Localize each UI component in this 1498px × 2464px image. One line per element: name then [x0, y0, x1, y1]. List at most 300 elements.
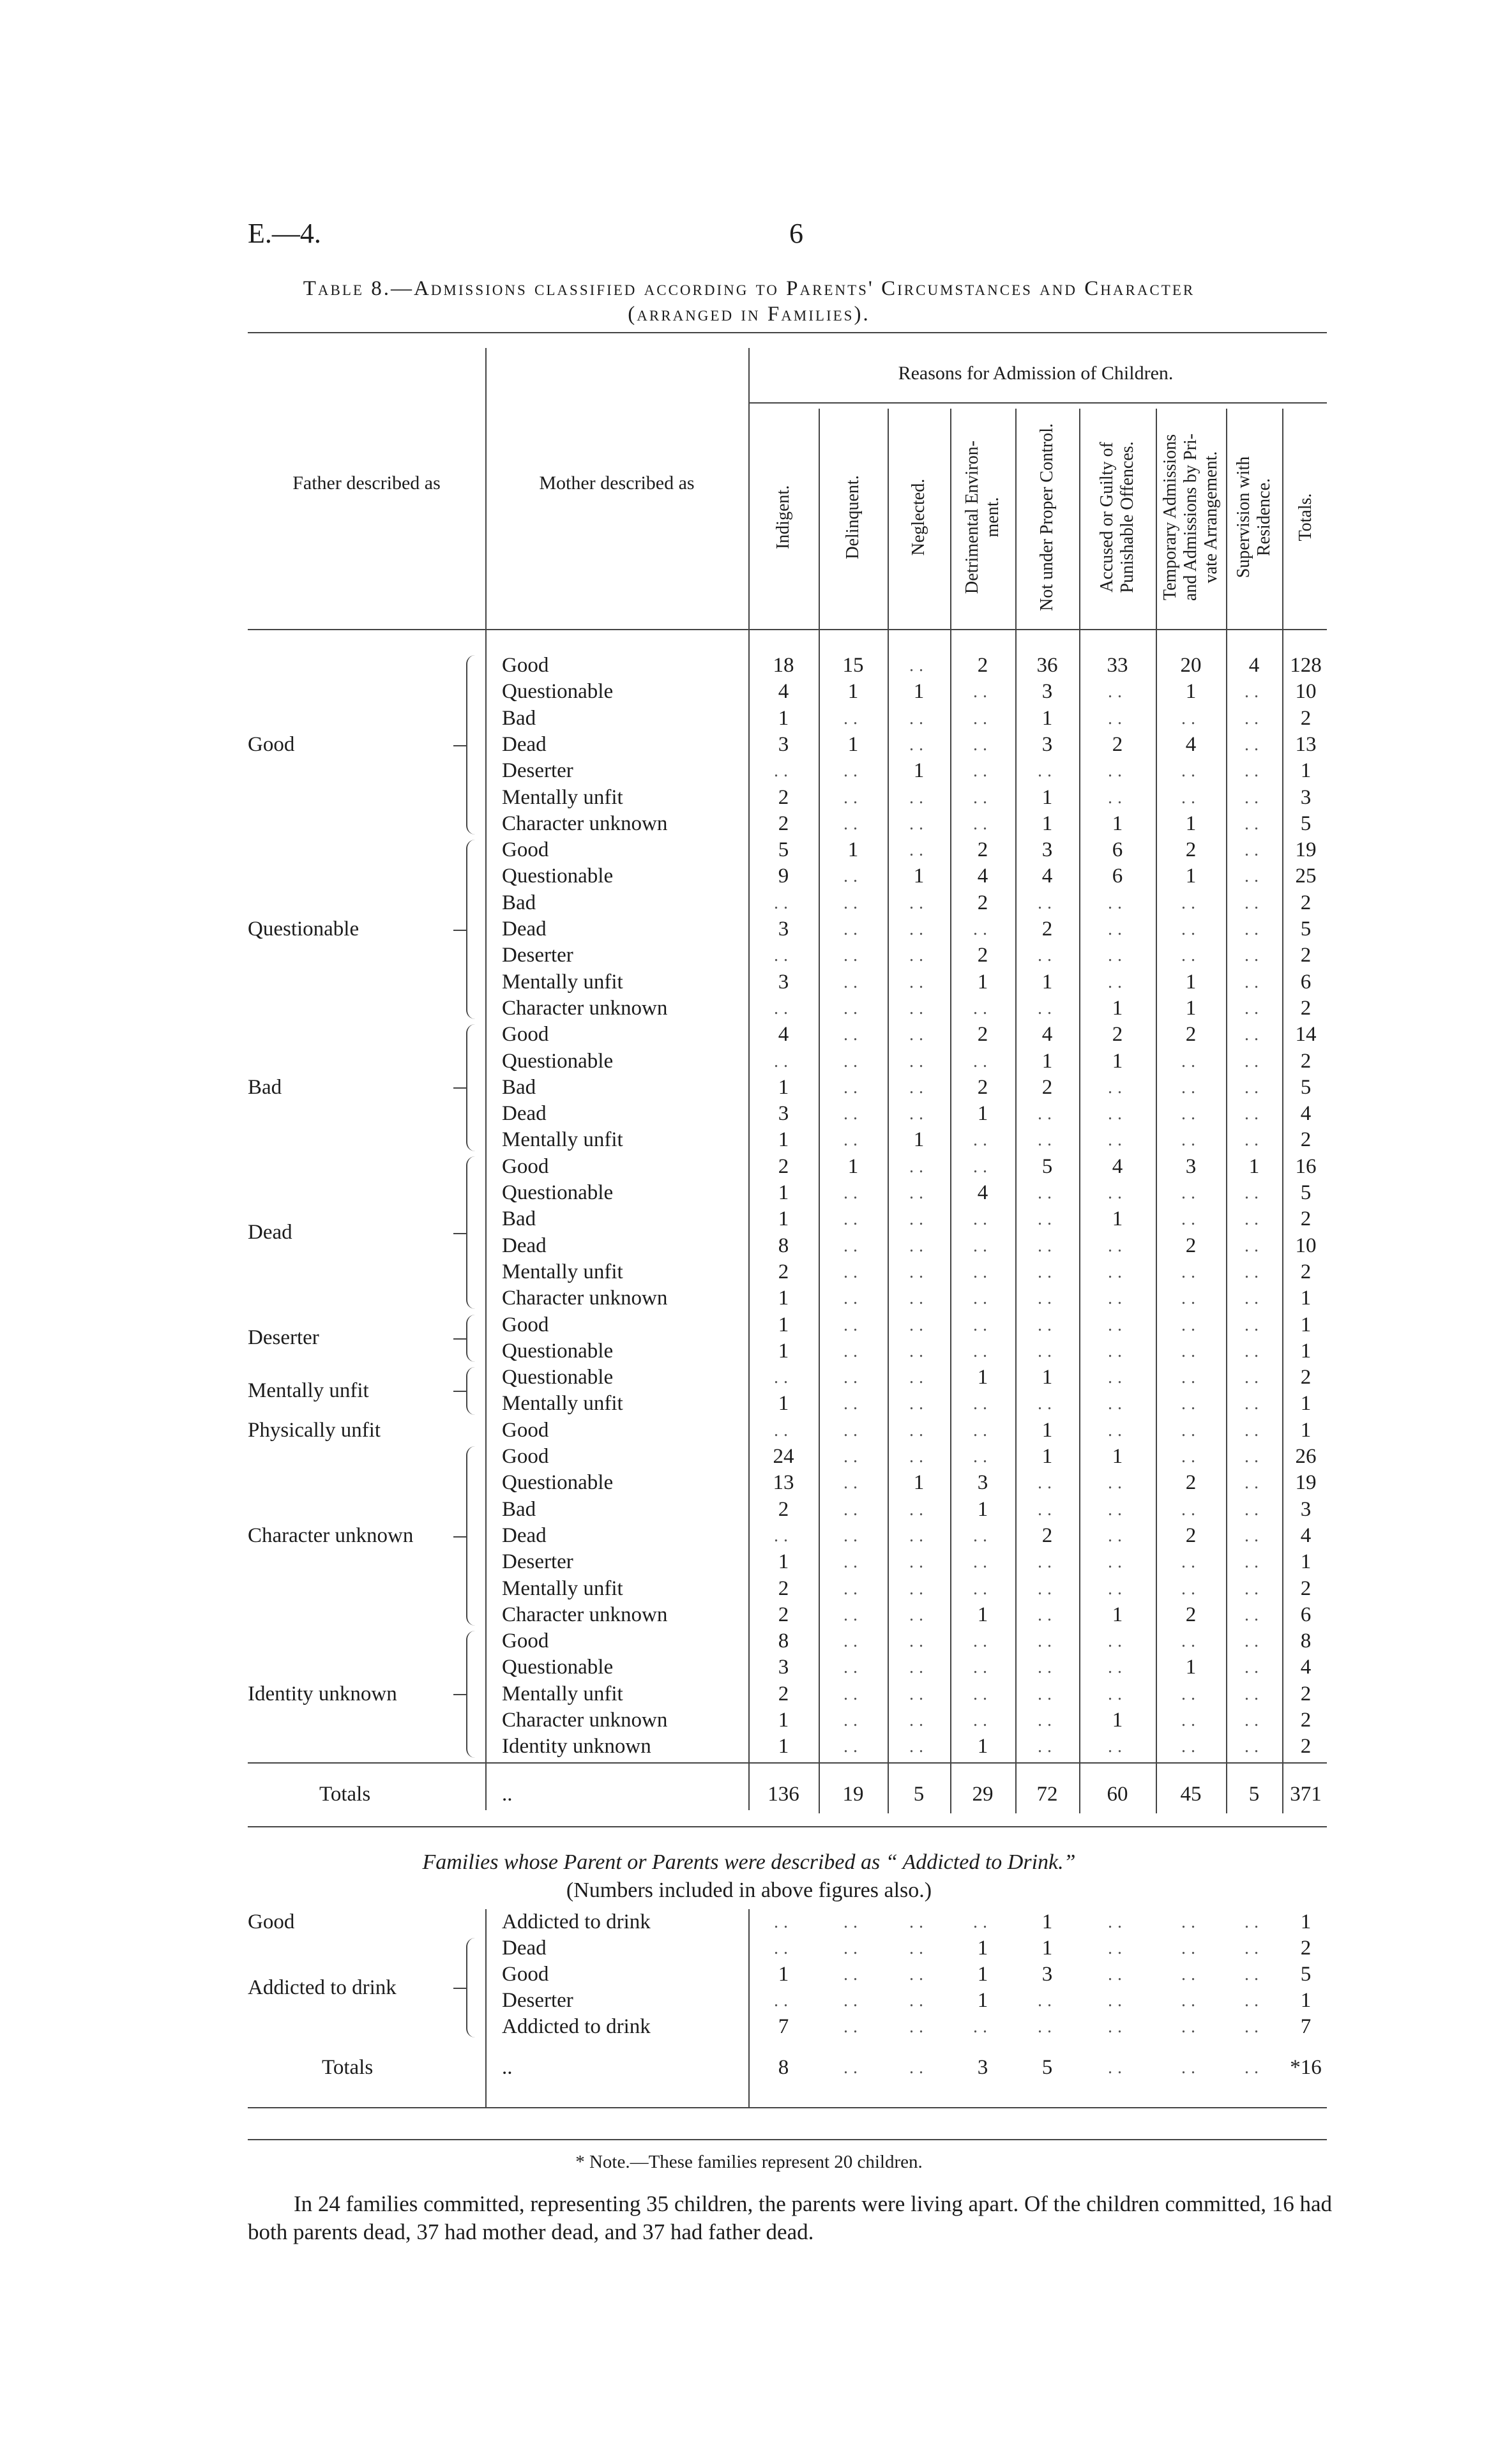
- value-cell: 1: [1300, 1910, 1312, 1933]
- value-cell: ..: [1245, 708, 1264, 729]
- value-cell: ..: [1181, 1289, 1200, 1309]
- mother-cell: Mentally unfit: [502, 1576, 623, 1600]
- value-cell: 2: [1300, 1682, 1312, 1705]
- value-cell: 1: [977, 1603, 988, 1626]
- value-cell: ..: [909, 1394, 928, 1414]
- value-cell: 1: [1300, 1287, 1312, 1310]
- table-row: [0, 1935, 1498, 1961]
- value-cell: 1: [1300, 1313, 1312, 1336]
- value-cell: ..: [1108, 1315, 1127, 1335]
- value-cell: 1: [778, 1339, 789, 1363]
- value-cell: ..: [1108, 1552, 1127, 1573]
- value-cell: 36: [1036, 654, 1058, 677]
- value-cell: ..: [1181, 2017, 1200, 2037]
- value-cell: 4: [778, 1023, 789, 1047]
- value-cell: ..: [1038, 1289, 1057, 1309]
- value-cell: ..: [1108, 1236, 1127, 1256]
- value-cell: ..: [1245, 1289, 1264, 1309]
- table-row: [0, 1364, 1498, 1391]
- mother-cell: Deserter: [502, 759, 573, 783]
- value-cell: ..: [1181, 1368, 1200, 1388]
- value-cell: ..: [1245, 1420, 1264, 1440]
- value-cell: 1: [1112, 812, 1123, 835]
- value-cell: 3: [977, 1471, 988, 1495]
- value-cell: 2: [778, 1603, 789, 1626]
- value-cell: ..: [774, 1368, 793, 1388]
- value-cell: 19: [1295, 1471, 1317, 1495]
- value-cell: 2: [1300, 1128, 1312, 1152]
- value-cell: 1: [778, 1392, 789, 1416]
- column-header: Supervision with Residence.: [1234, 456, 1274, 578]
- value-cell: 1: [847, 680, 859, 704]
- value-cell: ..: [973, 1341, 992, 1361]
- value-cell: 2: [1300, 1709, 1312, 1732]
- value-cell: 2: [1300, 1366, 1312, 1389]
- value-cell: ..: [1245, 1525, 1264, 1546]
- table-row: [0, 863, 1498, 889]
- value-cell: ..: [844, 1473, 863, 1493]
- value-cell: 1: [1112, 1049, 1123, 1073]
- value-cell: ..: [1108, 919, 1127, 939]
- value-cell: 19: [1295, 838, 1317, 862]
- value-cell: ..: [909, 1912, 928, 1932]
- value-cell: 3: [1041, 838, 1053, 862]
- father-label: Character unknown: [248, 1523, 414, 1547]
- mother-cell: Character unknown: [502, 1287, 668, 1310]
- value-cell: 4: [1041, 1023, 1053, 1047]
- mother-cell: Bad: [502, 706, 536, 730]
- value-cell: ..: [844, 1499, 863, 1520]
- table-row: [0, 811, 1498, 837]
- mother-cell: Questionable: [502, 1339, 614, 1363]
- value-cell: ..: [1108, 682, 1127, 702]
- value-cell: 1: [1041, 1366, 1053, 1389]
- value-cell: ..: [909, 1236, 928, 1256]
- value-cell: 8: [1300, 1629, 1312, 1653]
- value-cell: ..: [1181, 1209, 1200, 1230]
- table-row: [0, 1048, 1498, 1075]
- value-cell: 20: [1180, 654, 1202, 677]
- value-cell: ..: [1245, 1262, 1264, 1282]
- value-cell: 5: [778, 838, 789, 862]
- value-cell: ..: [774, 946, 793, 966]
- value-cell: 10: [1295, 1234, 1317, 1257]
- value-cell: ..: [1038, 1658, 1057, 1678]
- value-cell: ..: [844, 893, 863, 913]
- value-cell: ..: [909, 1209, 928, 1230]
- value-cell: ..: [844, 1991, 863, 2011]
- value-cell: 1: [913, 759, 925, 783]
- table-row: [0, 1285, 1498, 1311]
- value-cell: 1: [1112, 1709, 1123, 1732]
- value-cell: 2: [1300, 996, 1312, 1020]
- value-cell: ..: [844, 1051, 863, 1071]
- value-cell: ..: [1181, 1262, 1200, 1282]
- mother-cell: Dead: [502, 732, 547, 756]
- table-row: [0, 1602, 1498, 1628]
- value-cell: ..: [1108, 1737, 1127, 1757]
- value-cell: 4: [1300, 1656, 1312, 1679]
- table-row: [0, 1022, 1498, 1048]
- value-cell: ..: [1245, 1631, 1264, 1652]
- value-cell: ..: [909, 656, 928, 676]
- value-cell: 9: [778, 865, 789, 888]
- value-cell: ..: [844, 1711, 863, 1730]
- value-cell: 1: [778, 1735, 789, 1758]
- reasons-group-header: Reasons for Admission of Children.: [898, 363, 1174, 384]
- value-cell: ..: [844, 1077, 863, 1098]
- value-cell: ..: [909, 1578, 928, 1599]
- value-cell: ..: [1108, 893, 1127, 913]
- value-cell: ..: [1181, 893, 1200, 913]
- value-cell: 2: [1300, 891, 1312, 914]
- value-cell: ..: [973, 682, 992, 702]
- table-row: [0, 1628, 1498, 1654]
- value-cell: ..: [844, 998, 863, 1018]
- mother-cell: Questionable: [502, 680, 614, 704]
- value-cell: ..: [844, 1341, 863, 1361]
- value-cell: ..: [1181, 1447, 1200, 1467]
- value-cell: ..: [844, 1209, 863, 1230]
- value-cell: ..: [1108, 1684, 1127, 1704]
- value-cell: ..: [1108, 761, 1127, 782]
- table-row: [0, 1470, 1498, 1496]
- value-cell: ..: [1181, 1939, 1200, 1958]
- father-label: Physically unfit: [248, 1418, 381, 1442]
- value-cell: ..: [1181, 1631, 1200, 1652]
- mother-cell: Good: [502, 1418, 549, 1442]
- value-cell: ..: [1038, 761, 1057, 782]
- value-cell: 5: [1041, 2056, 1053, 2079]
- value-cell: ..: [1038, 893, 1057, 913]
- value-cell: 24: [773, 1445, 794, 1468]
- value-cell: ..: [973, 813, 992, 834]
- column-header: Detrimental Environ- ment.: [962, 440, 1002, 594]
- value-cell: ..: [909, 840, 928, 861]
- value-cell: 1: [778, 1181, 789, 1204]
- value-cell: 8: [778, 1629, 789, 1653]
- value-cell: ..: [844, 866, 863, 887]
- value-cell: 2: [778, 1497, 789, 1521]
- mother-cell: Mentally unfit: [502, 1260, 623, 1283]
- value-cell: 2: [1300, 1937, 1312, 1960]
- table-row: [0, 1523, 1498, 1549]
- value-cell: ..: [973, 1631, 992, 1652]
- value-cell: 1: [1112, 1207, 1123, 1231]
- value-cell: ..: [909, 708, 928, 729]
- value-cell: ..: [909, 946, 928, 966]
- mother-cell: ..: [502, 2056, 513, 2079]
- value-cell: 5: [913, 1783, 925, 1806]
- value-cell: ..: [909, 1077, 928, 1098]
- column-header: Accused or Guilty of Punishable Offences.: [1097, 441, 1137, 593]
- value-cell: ..: [1038, 1104, 1057, 1124]
- value-cell: 1: [1185, 970, 1197, 994]
- value-cell: ..: [1245, 840, 1264, 861]
- value-cell: ..: [844, 1262, 863, 1282]
- value-cell: 1: [977, 970, 988, 994]
- father-label: Identity unknown: [248, 1682, 397, 1705]
- mother-cell: Questionable: [502, 865, 614, 888]
- value-cell: 1: [778, 706, 789, 730]
- mother-cell: Questionable: [502, 1049, 614, 1073]
- value-cell: 1: [1300, 759, 1312, 783]
- value-cell: 3: [778, 970, 789, 994]
- value-cell: 25: [1295, 865, 1317, 888]
- mother-cell: Questionable: [502, 1181, 614, 1204]
- father-label: Bad: [248, 1075, 282, 1099]
- table-row: [0, 679, 1498, 705]
- value-cell: ..: [1038, 1209, 1057, 1230]
- value-cell: ..: [1181, 1077, 1200, 1098]
- value-cell: ..: [1245, 1368, 1264, 1388]
- value-cell: ..: [1038, 1236, 1057, 1256]
- value-cell: ..: [1108, 1499, 1127, 1520]
- value-cell: ..: [844, 1183, 863, 1203]
- mother-cell: Good: [502, 1445, 549, 1468]
- value-cell: ..: [1038, 1315, 1057, 1335]
- value-cell: 1: [1185, 865, 1197, 888]
- value-cell: ..: [1245, 1737, 1264, 1757]
- value-cell: ..: [909, 1341, 928, 1361]
- value-cell: ..: [909, 1051, 928, 1071]
- value-cell: ..: [973, 1236, 992, 1256]
- mother-cell: Character unknown: [502, 812, 668, 835]
- value-cell: 16: [1295, 1154, 1317, 1178]
- table-row: [0, 1259, 1498, 1285]
- mother-cell: Bad: [502, 1497, 536, 1521]
- value-cell: ..: [1181, 1394, 1200, 1414]
- value-cell: 2: [1300, 1260, 1312, 1283]
- value-cell: 1: [977, 1366, 988, 1389]
- value-cell: 2: [1112, 1023, 1123, 1047]
- value-cell: ..: [909, 1658, 928, 1678]
- value-cell: ..: [844, 708, 863, 729]
- value-cell: ..: [1245, 1077, 1264, 1098]
- value-cell: 1: [778, 1075, 789, 1099]
- value-cell: 1: [778, 1963, 789, 1986]
- father-label: Good: [248, 732, 295, 756]
- value-cell: ..: [844, 1631, 863, 1652]
- value-cell: ..: [973, 2017, 992, 2037]
- value-cell: ..: [1038, 1711, 1057, 1730]
- value-cell: 8: [778, 2056, 789, 2079]
- value-cell: ..: [1245, 1605, 1264, 1625]
- value-cell: ..: [909, 2058, 928, 2078]
- value-cell: ..: [1108, 1341, 1127, 1361]
- value-cell: 1: [778, 1128, 789, 1152]
- value-cell: ..: [1181, 1912, 1200, 1932]
- table-row: [0, 1206, 1498, 1232]
- value-cell: ..: [909, 1684, 928, 1704]
- value-cell: 5: [1300, 918, 1312, 941]
- value-cell: ..: [909, 1965, 928, 1984]
- value-cell: 3: [1185, 1154, 1197, 1178]
- table-row: [0, 1338, 1498, 1364]
- value-cell: ..: [909, 813, 928, 834]
- value-cell: ..: [1038, 998, 1057, 1018]
- value-cell: *16: [1290, 2056, 1322, 2079]
- value-cell: 4: [977, 1181, 988, 1204]
- value-cell: 1: [977, 1102, 988, 1126]
- value-cell: ..: [1181, 1315, 1200, 1335]
- mother-cell: Good: [502, 1023, 549, 1047]
- value-cell: 1: [1300, 1550, 1312, 1574]
- value-cell: ..: [1245, 761, 1264, 782]
- value-cell: 13: [1295, 732, 1317, 756]
- value-cell: 1: [1041, 1418, 1053, 1442]
- value-cell: ..: [1108, 1183, 1127, 1203]
- value-cell: ..: [844, 787, 863, 808]
- value-cell: ..: [973, 1051, 992, 1071]
- value-cell: ..: [844, 1025, 863, 1045]
- value-cell: ..: [1038, 1473, 1057, 1493]
- mother-cell: Dead: [502, 1523, 547, 1547]
- mother-cell: Good: [502, 1313, 549, 1336]
- value-cell: ..: [909, 2017, 928, 2037]
- table-row: [0, 1101, 1498, 1127]
- value-cell: ..: [1038, 1631, 1057, 1652]
- value-cell: 8: [778, 1234, 789, 1257]
- value-cell: ..: [909, 1104, 928, 1124]
- value-cell: ..: [1245, 1578, 1264, 1599]
- value-cell: 1: [778, 1287, 789, 1310]
- value-cell: ..: [844, 1315, 863, 1335]
- value-cell: ..: [844, 1552, 863, 1573]
- table-row: [0, 1180, 1498, 1206]
- value-cell: 19: [842, 1783, 864, 1806]
- value-cell: ..: [844, 1965, 863, 1984]
- value-cell: 29: [972, 1783, 994, 1806]
- value-cell: 1: [977, 1735, 988, 1758]
- page-reference: E.—4.: [248, 218, 321, 249]
- value-cell: ..: [1245, 1965, 1264, 1984]
- value-cell: ..: [1181, 1711, 1200, 1730]
- value-cell: ..: [973, 1289, 992, 1309]
- value-cell: ..: [1108, 1289, 1127, 1309]
- value-cell: ..: [1181, 708, 1200, 729]
- table-row: [0, 916, 1498, 942]
- mother-cell: Good: [502, 838, 549, 862]
- value-cell: 4: [1300, 1523, 1312, 1547]
- value-cell: ..: [973, 1209, 992, 1230]
- value-cell: 1: [847, 732, 859, 756]
- value-cell: ..: [1245, 813, 1264, 834]
- value-cell: ..: [1245, 1130, 1264, 1151]
- value-cell: ..: [1108, 1368, 1127, 1388]
- value-cell: ..: [1038, 1183, 1057, 1203]
- value-cell: 4: [1185, 732, 1197, 756]
- value-cell: ..: [909, 1025, 928, 1045]
- value-cell: ..: [774, 1991, 793, 2011]
- value-cell: 1: [1185, 996, 1197, 1020]
- value-cell: 3: [977, 2056, 988, 2079]
- value-cell: ..: [1038, 1130, 1057, 1151]
- table-row: [0, 706, 1498, 732]
- value-cell: ..: [844, 1104, 863, 1124]
- value-cell: 2: [1185, 838, 1197, 862]
- value-cell: ..: [973, 998, 992, 1018]
- mother-cell: Good: [502, 654, 549, 677]
- table-row: [0, 1391, 1498, 1417]
- value-cell: ..: [1108, 708, 1127, 729]
- value-cell: 3: [778, 732, 789, 756]
- mother-cell: Good: [502, 1963, 549, 1986]
- value-cell: ..: [774, 893, 793, 913]
- value-cell: ..: [1038, 946, 1057, 966]
- mother-cell: Dead: [502, 1102, 547, 1126]
- table-row: [0, 1075, 1498, 1101]
- value-cell: ..: [774, 998, 793, 1018]
- mother-cell: Bad: [502, 1075, 536, 1099]
- value-cell: ..: [973, 1525, 992, 1546]
- father-label: Mentally unfit: [248, 1379, 369, 1402]
- value-cell: 2: [1300, 706, 1312, 730]
- value-cell: ..: [844, 2017, 863, 2037]
- value-cell: ..: [844, 1939, 863, 1958]
- value-cell: 2: [778, 1154, 789, 1178]
- value-cell: 2: [778, 785, 789, 809]
- value-cell: 1: [1041, 1049, 1053, 1073]
- value-cell: ..: [1245, 1209, 1264, 1230]
- value-cell: ..: [774, 1420, 793, 1440]
- mother-cell: Bad: [502, 1207, 536, 1231]
- table-row: [0, 732, 1498, 758]
- father-label: Deserter: [248, 1326, 319, 1350]
- value-cell: 1: [913, 680, 925, 704]
- value-cell: ..: [1245, 1447, 1264, 1467]
- value-cell: 5: [1300, 1181, 1312, 1204]
- value-cell: 2: [1041, 918, 1053, 941]
- value-cell: ..: [1245, 1183, 1264, 1203]
- value-cell: 6: [1112, 865, 1123, 888]
- value-cell: ..: [844, 1684, 863, 1704]
- value-cell: ..: [1181, 1578, 1200, 1599]
- value-cell: 2: [778, 812, 789, 835]
- value-cell: ..: [1181, 1183, 1200, 1203]
- value-cell: ..: [1108, 1394, 1127, 1414]
- value-cell: ..: [909, 1605, 928, 1625]
- table-row: [0, 1961, 1498, 1988]
- value-cell: ..: [973, 1578, 992, 1599]
- value-cell: ..: [909, 1262, 928, 1282]
- mother-cell: Mentally unfit: [502, 1392, 623, 1416]
- value-cell: 4: [778, 680, 789, 704]
- value-cell: 4: [1248, 654, 1260, 677]
- value-cell: 45: [1180, 1783, 1202, 1806]
- value-cell: ..: [1245, 919, 1264, 939]
- value-cell: 1: [1041, 970, 1053, 994]
- table-row: [0, 837, 1498, 863]
- value-cell: 3: [1041, 1963, 1053, 1986]
- value-cell: ..: [1181, 1051, 1200, 1071]
- value-cell: ..: [1181, 946, 1200, 966]
- table-row: [0, 1444, 1498, 1470]
- value-cell: ..: [1181, 1341, 1200, 1361]
- value-cell: ..: [909, 1991, 928, 2011]
- table-row: [0, 1707, 1498, 1734]
- value-cell: 1: [778, 1207, 789, 1231]
- value-cell: ..: [1245, 1552, 1264, 1573]
- mother-cell: Mentally unfit: [502, 970, 623, 994]
- value-cell: 5: [1300, 1075, 1312, 1099]
- value-cell: 5: [1300, 1963, 1312, 1986]
- table-row: [0, 1909, 1498, 1935]
- value-cell: 33: [1107, 654, 1128, 677]
- value-cell: 3: [1300, 1497, 1312, 1521]
- value-cell: ..: [1038, 1991, 1057, 2011]
- value-cell: ..: [1038, 2017, 1057, 2037]
